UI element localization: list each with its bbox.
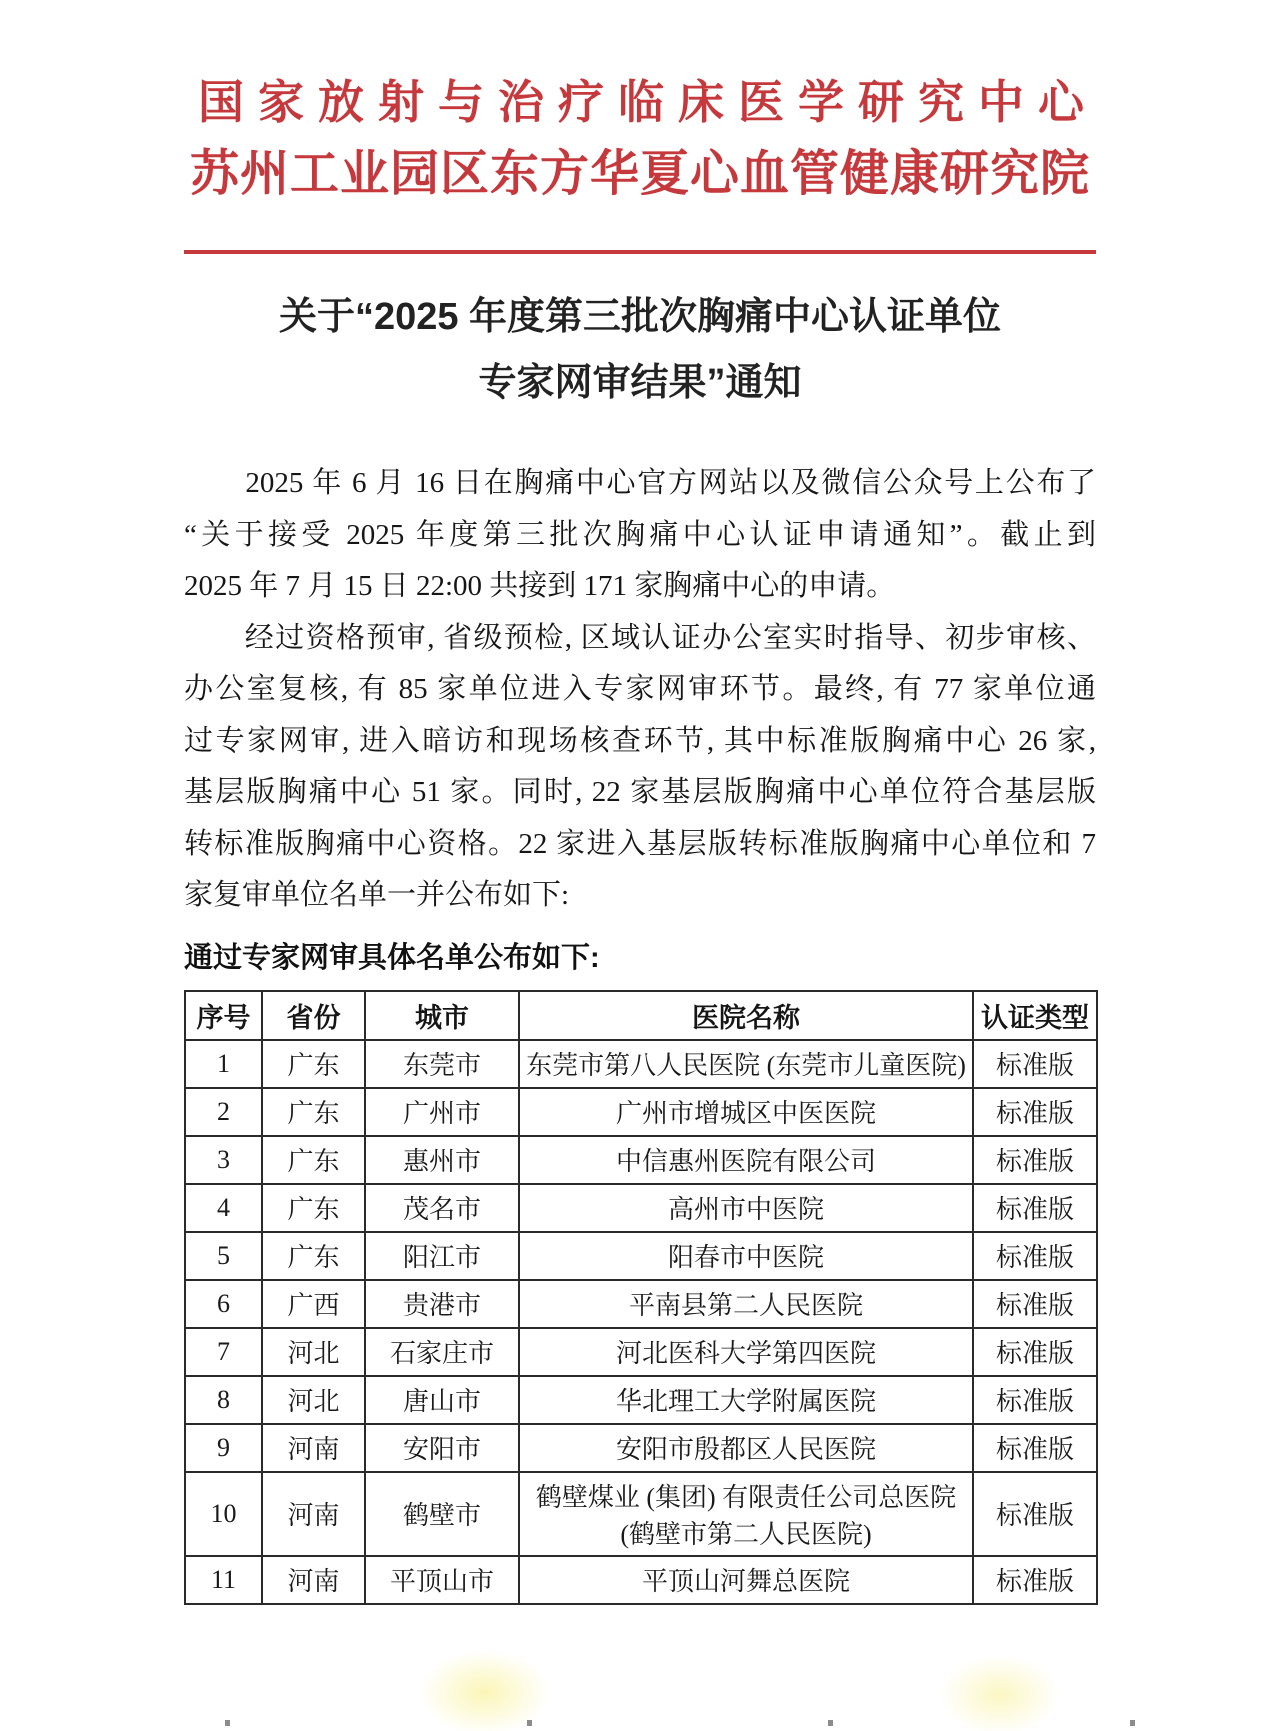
cell-cert-type: 标准版 [973,1424,1097,1472]
cell-city: 安阳市 [365,1424,519,1472]
cell-index: 1 [185,1040,262,1088]
cell-index: 4 [185,1184,262,1232]
letterhead-org-line2: 苏州工业园区东方华夏心血管健康研究院 [189,146,1090,201]
table-row [185,1376,1097,1424]
cell-city: 鹤壁市 [365,1472,519,1556]
table-row [185,1556,1097,1604]
cell-city: 惠州市 [365,1136,519,1184]
cell-province: 河南 [262,1556,365,1604]
cell-index: 8 [185,1376,262,1424]
document-title-line1: 关于“2025 年度第三批次胸痛中心认证单位 [278,296,1002,338]
cell-province: 广东 [262,1136,365,1184]
body-text-line: 办公室复核, 有 85 家单位进入专家网审环节。最终, 有 77 家单位通 [184,673,1096,705]
cell-index: 2 [185,1088,262,1136]
table-row [185,1424,1097,1472]
document-title-line2: 专家网审结果”通知 [478,362,802,404]
cell-hospital-name: 阳春市中医院 [519,1232,973,1280]
scan-registration-mark [225,1720,230,1726]
document-content [184,0,1096,1605]
column-header-cert-type: 认证类型 [973,991,1097,1040]
cell-index: 9 [185,1424,262,1472]
cell-city: 茂名市 [365,1184,519,1232]
column-header-city: 城市 [365,991,519,1040]
body-text [184,458,1096,922]
cell-cert-type: 标准版 [973,1232,1097,1280]
column-header-hospital: 医院名称 [519,991,973,1040]
cell-province: 河北 [262,1328,365,1376]
table-row [185,1184,1097,1232]
table-body [185,1040,1097,1604]
cell-province: 广东 [262,1088,365,1136]
cell-city: 阳江市 [365,1232,519,1280]
cell-cert-type: 标准版 [973,1088,1097,1136]
body-text-line: 2025 年 7 月 15 日 22:00 共接到 171 家胸痛中心的申请。 [184,570,896,602]
body-text-line: 过专家网审, 进入暗访和现场核查环节, 其中标准版胸痛中心 26 家, [184,724,1096,757]
table-row [185,1328,1097,1376]
cell-cert-type: 标准版 [973,1328,1097,1376]
cell-hospital-name: 广州市增城区中医医院 [519,1088,973,1136]
list-heading: 通过专家网审具体名单公布如下: [184,941,600,974]
certified-hospitals-table [184,990,1098,1605]
cell-hospital-name: 平南县第二人民医院 [519,1280,973,1328]
table-row [185,1088,1097,1136]
cell-cert-type: 标准版 [973,1472,1097,1556]
body-text-line: “关于接受 2025 年度第三批次胸痛中心认证申请通知”。截止到 [184,518,1096,551]
cell-index: 7 [185,1328,262,1376]
table-header-row [185,991,1097,1040]
scan-registration-mark [1130,1720,1135,1726]
cell-city: 石家庄市 [365,1328,519,1376]
cell-city: 平顶山市 [365,1556,519,1604]
column-header-province: 省份 [262,991,365,1040]
body-text-line: 转标准版胸痛中心资格。22 家进入基层版转标准版胸痛中心单位和 7 [184,827,1096,860]
cell-city: 广州市 [365,1088,519,1136]
scan-registration-mark [828,1720,833,1726]
cell-index: 11 [185,1556,262,1604]
scan-smudge [940,1655,1060,1731]
cell-city: 唐山市 [365,1376,519,1424]
cell-province: 广东 [262,1184,365,1232]
table-row [185,1136,1097,1184]
cell-cert-type: 标准版 [973,1040,1097,1088]
cell-cert-type: 标准版 [973,1280,1097,1328]
document-title [184,284,1096,416]
cell-index: 3 [185,1136,262,1184]
cell-index: 10 [185,1472,262,1556]
body-text-line: 家复审单位名单一并公布如下: [184,879,570,911]
body-text-line: 经过资格预审, 省级预检, 区域认证办公室实时指导、初步审核、 [184,621,1096,654]
cell-index: 5 [185,1232,262,1280]
cell-cert-type: 标准版 [973,1556,1097,1604]
cell-cert-type: 标准版 [973,1136,1097,1184]
scan-smudge [420,1650,550,1731]
cell-hospital-name: 鹤壁煤业 (集团) 有限责任公司总医院 (鹤壁市第二人民医院) [519,1472,973,1556]
letterhead-divider-rule [184,250,1096,254]
cell-hospital-name: 高州市中医院 [519,1184,973,1232]
table-row [185,1280,1097,1328]
table-row [185,1040,1097,1088]
cell-province: 河北 [262,1376,365,1424]
letterhead [184,72,1096,206]
cell-hospital-name: 平顶山河舞总医院 [519,1556,973,1604]
cell-city: 贵港市 [365,1280,519,1328]
body-text-line: 2025 年 6 月 16 日在胸痛中心官方网站以及微信公众号上公布了 [184,467,1096,499]
cell-province: 河南 [262,1472,365,1556]
cell-province: 广西 [262,1280,365,1328]
cell-province: 广东 [262,1040,365,1088]
cell-hospital-name: 安阳市殷都区人民医院 [519,1424,973,1472]
paragraph-announcement [184,458,1096,613]
cell-province: 河南 [262,1424,365,1472]
scan-registration-mark [527,1720,532,1726]
cell-city: 东莞市 [365,1040,519,1088]
column-header-index: 序号 [185,991,262,1040]
table-row [185,1232,1097,1280]
cell-hospital-name: 东莞市第八人民医院 (东莞市儿童医院) [519,1040,973,1088]
table-row [185,1472,1097,1556]
cell-hospital-name: 中信惠州医院有限公司 [519,1136,973,1184]
letterhead-org-line1: 国家放射与治疗临床医学研究中心 [198,77,1098,128]
cell-province: 广东 [262,1232,365,1280]
paragraph-review-results [184,613,1096,922]
cell-cert-type: 标准版 [973,1184,1097,1232]
cell-hospital-name: 河北医科大学第四医院 [519,1328,973,1376]
cell-index: 6 [185,1280,262,1328]
cell-hospital-name: 华北理工大学附属医院 [519,1376,973,1424]
cell-cert-type: 标准版 [973,1376,1097,1424]
body-text-line: 基层版胸痛中心 51 家。同时, 22 家基层版胸痛中心单位符合基层版 [184,776,1096,808]
